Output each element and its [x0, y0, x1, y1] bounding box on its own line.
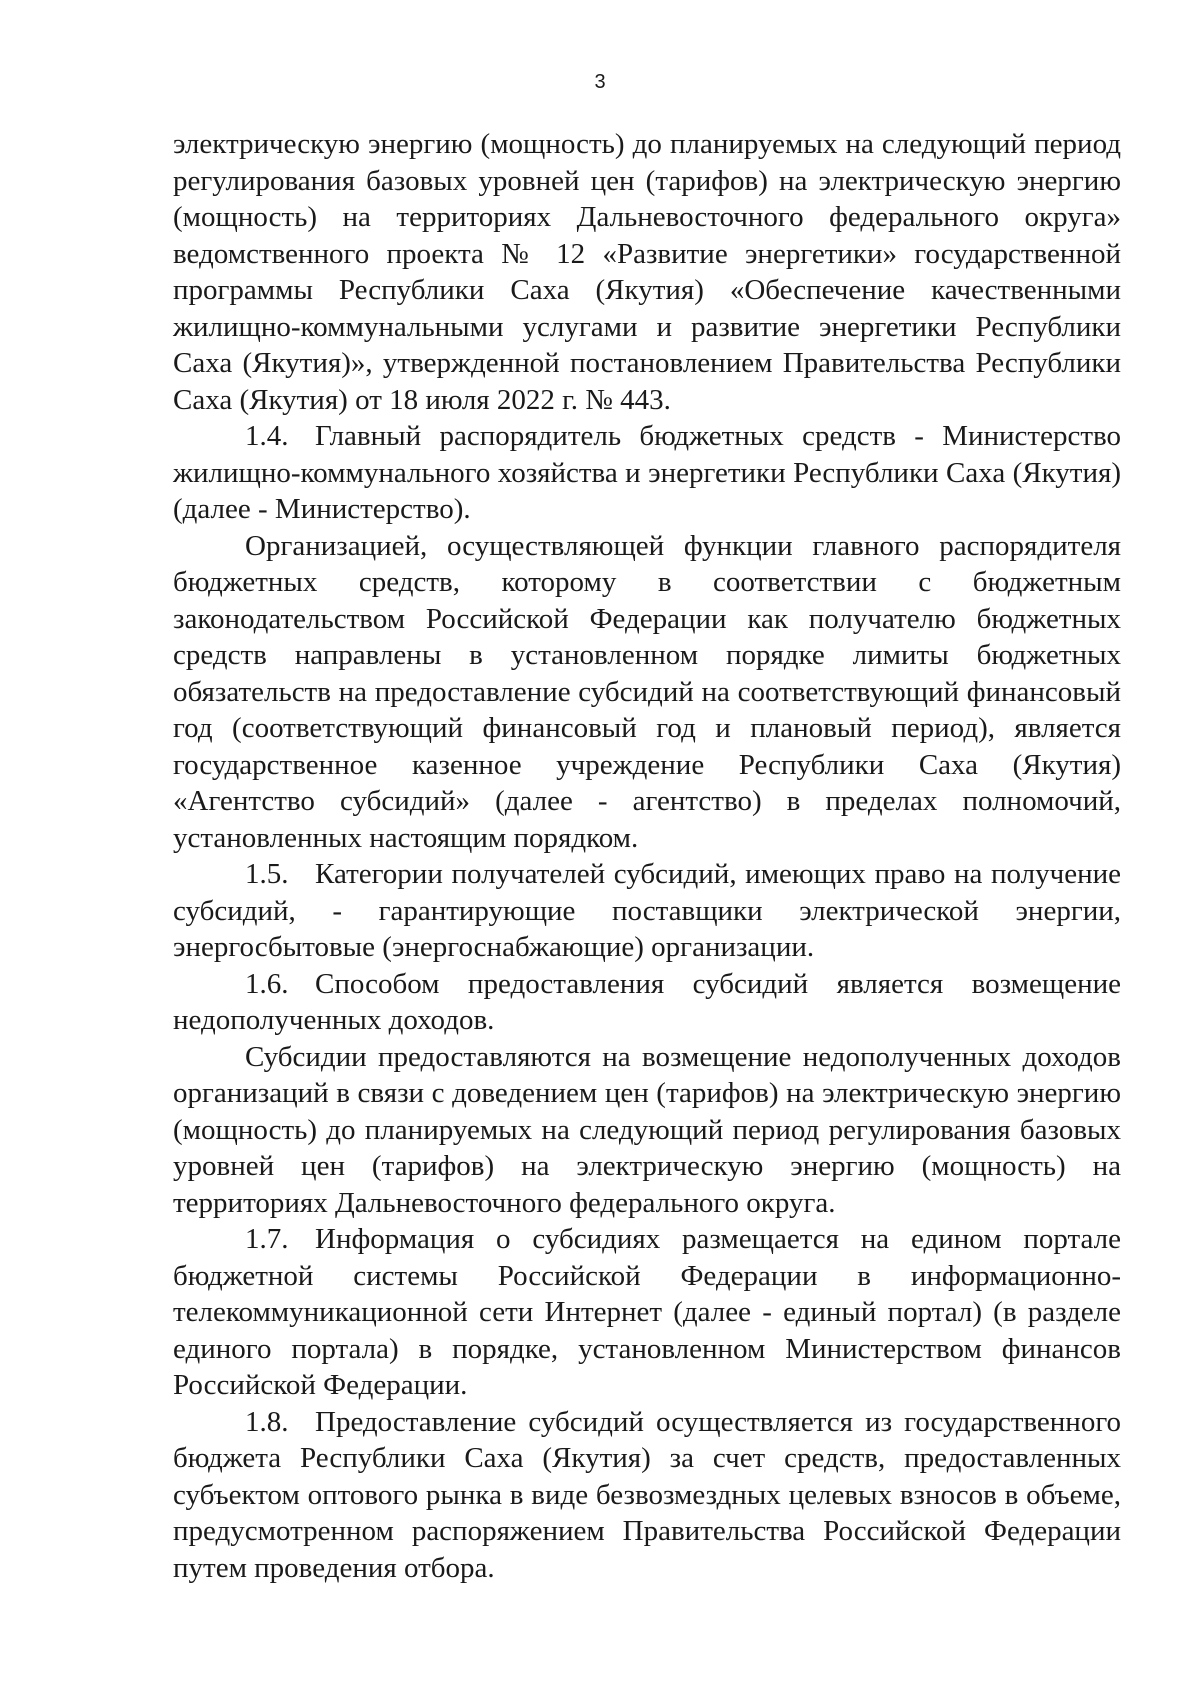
paragraph-text: Способом предоставления субсидий является возмещение недополученных доходов.: [173, 967, 1121, 1036]
paragraph-text: Информация о субсидиях размещается на едином портале бюджетной системы Российской Федерации в информационно-телекоммуникационной сети Интернет (далее - единый портал) (в разделе единого портала) в порядке, установленном Министерством финансов Российской Федерации.: [173, 1223, 1121, 1401]
paragraph-text: Категории получателей субсидий, имеющих право на получение субсидий, - гарантирующие поставщики электрической энергии, энергосбытовые (энергоснабжающие) организации.: [173, 858, 1121, 963]
document-body: [173, 126, 1121, 1586]
paragraph-number: 1.5.: [245, 858, 289, 890]
paragraph-number: 1.6.: [245, 967, 289, 1000]
paragraph-agency: [173, 528, 1121, 857]
paragraph-1-4: [173, 418, 1121, 528]
paragraph-text: Главный распорядитель бюджетных средств - Министерство жилищно-коммунального хозяйства и энергетики Республики Саха (Якутия) (далее - Министерство).: [173, 420, 1121, 525]
paragraph-continuation: [173, 126, 1121, 418]
paragraph-1-7: [173, 1221, 1121, 1404]
paragraph-text: Организацией, осуществляющей функции главного распорядителя бюджетных средств, которому в соответствии с бюджетным законодательством Российской Федерации как получателю бюджетных средств направлены в установленном порядке лимиты бюджетных обязательств на предоставление субсидий на соответствующий финансовый год (соответствующий финансовый год и плановый период), является государственное казенное учреждение Республики Саха (Якутия) «Агентство субсидий» (далее - агентство) в пределах полномочий, установленных настоящим порядком.: [173, 529, 1121, 854]
paragraph-text: Субсидии предоставляются на возмещение недополученных доходов организаций в связи с доведением цен (тарифов) на электрическую энергию (мощность) до планируемых на следующий период регулирования базовых уровней цен (тарифов) на электрическую энергию (мощность) на территориях Дальневосточного федерального округа.: [173, 1040, 1121, 1219]
paragraph-number: 1.4.: [245, 420, 289, 452]
paragraph-subsidies: [173, 1039, 1121, 1222]
paragraph-1-8: [173, 1404, 1121, 1587]
paragraph-1-5: [173, 856, 1121, 966]
paragraph-text: Предоставление субсидий осуществляется из государственного бюджета Республики Саха (Якутия) за счет средств, предоставленных субъектом оптового рынка в виде безвозмездных целевых взносов в объеме, предусмотренном распоряжением Правительства Российской Федерации путем проведения отбора.: [173, 1405, 1121, 1584]
page-number: 3: [594, 71, 606, 93]
paragraph-number: 1.8.: [245, 1405, 289, 1438]
paragraph-text: электрическую энергию (мощность) до планируемых на следующий период регулирования базовых уровней цен (тарифов) на электрическую энергию (мощность) на территориях Дальневосточного федерального округа» ведомственного проекта № 12 «Развитие энергетики» государственной программы Республики Саха (Якутия) «Обеспечение качественными жилищно-коммунальными услугами и развитие энергетики Республики Саха (Якутия)», утвержденной постановлением Правительства Республики Саха (Якутия) от 18 июля 2022 г. № 443.: [173, 128, 1121, 416]
paragraph-1-6: [173, 966, 1121, 1039]
paragraph-number: 1.7.: [245, 1223, 289, 1255]
